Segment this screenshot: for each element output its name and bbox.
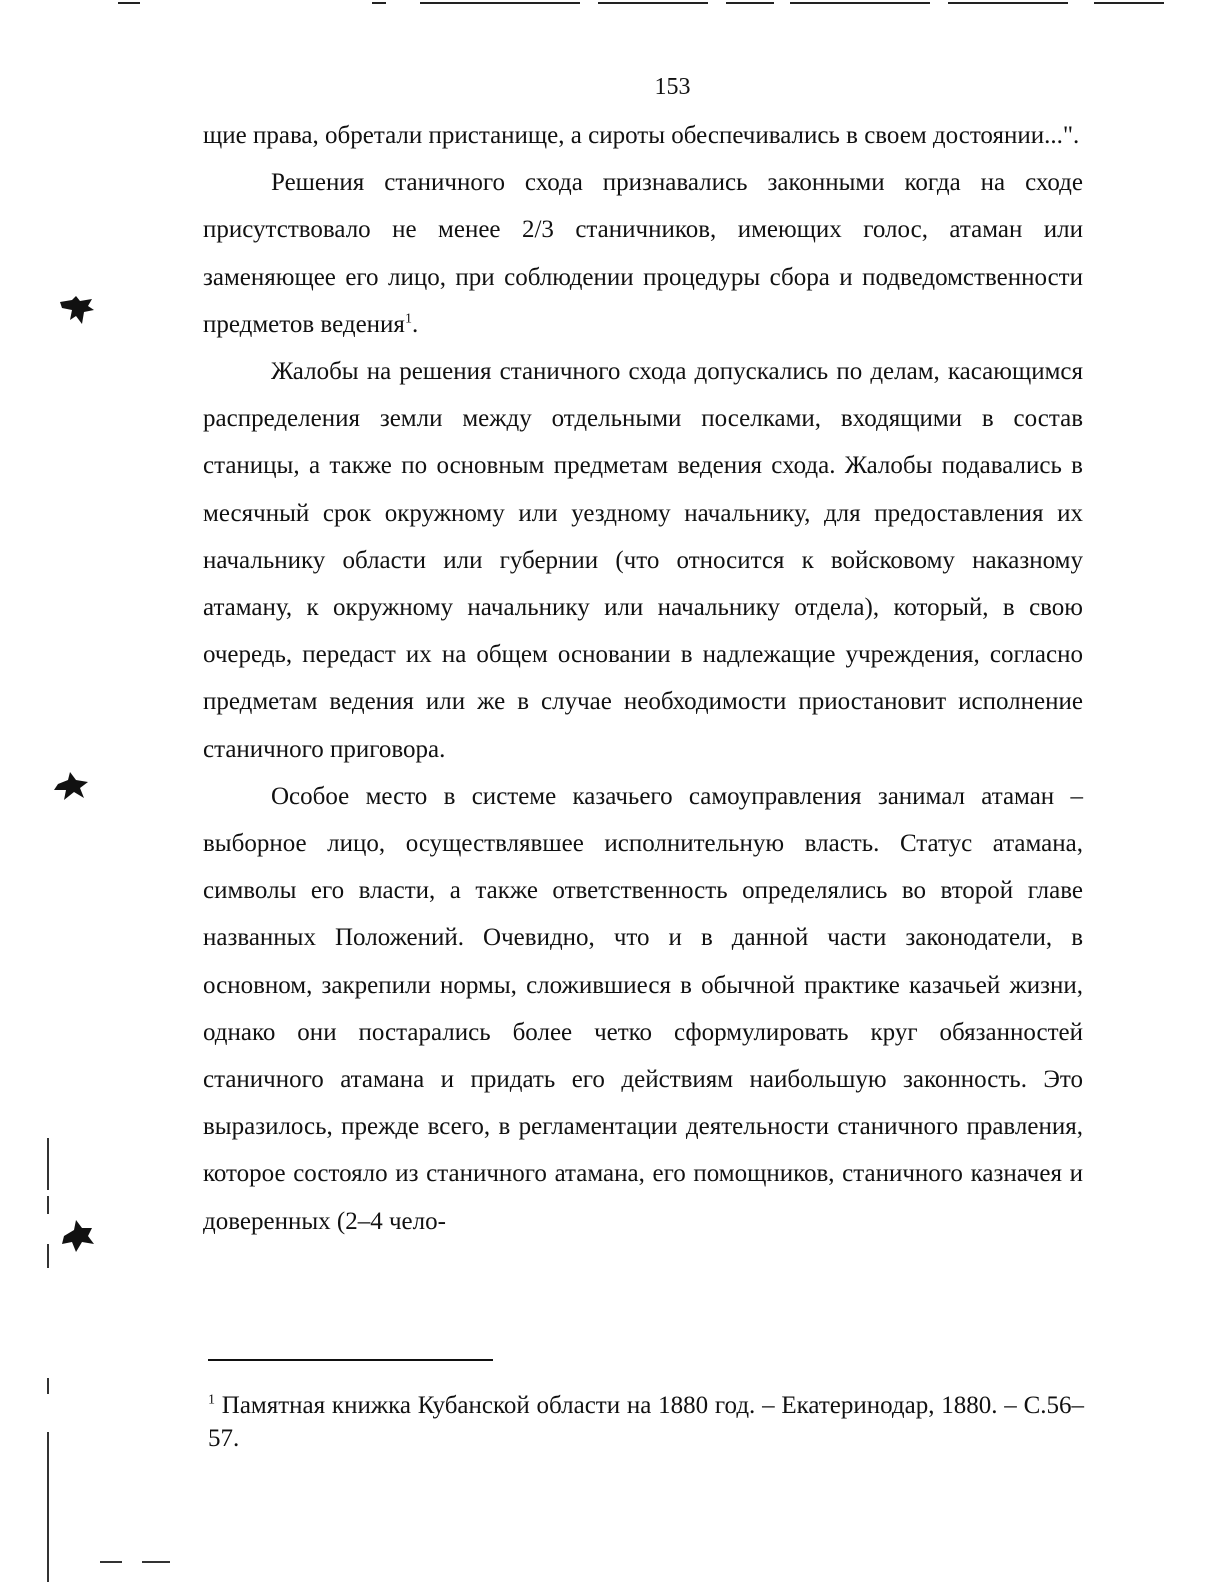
scan-top-rule xyxy=(372,2,386,4)
scan-margin-line xyxy=(47,1196,49,1214)
scan-margin-line xyxy=(47,1432,49,1582)
scan-top-rule xyxy=(790,2,930,4)
scan-top-rule xyxy=(420,2,580,4)
paragraph: Жалобы на решения станичного схода допускались по делам, касающимся распределения земли между отдельными поселками, входящими в состав станицы, а также по основным предметам ведения схода. Жалобы подавались в месячный срок окружному или уездному начальнику, для предоставления их начальнику области или губернии (что относится к войсковому наказному атаману, к окружному начальнику или начальнику отдела), который, в свою очередь, передаст их на общем основании в надлежащие учреждения, согласно предметам ведения или же в случае необходимости приостановит исполнение станичного приговора. xyxy=(203,358,1083,763)
body-text xyxy=(203,112,1083,1245)
paragraph: Решения станичного схода признавались законными когда на сходе присутствовало не менее 2/3 станичников, имеющих голос, атаман или заменяющее его лицо, при соблюдении процедуры сбора и подведомственности предметов ведения$^1$. xyxy=(203,169,1083,338)
footnote-mark: 1 xyxy=(208,1392,215,1408)
page-number: 153 xyxy=(654,74,691,100)
punch-hole-mark xyxy=(58,296,96,332)
punch-hole-mark xyxy=(52,770,92,806)
scan-top-rule xyxy=(948,2,1068,4)
scan-top-rule xyxy=(1094,2,1164,4)
paragraph: Особое место в системе казачьего самоуправления занимал атаман – выборное лицо, осуществлявшее исполнительную власть. Статус атамана, символы его власти, а также ответственность определялись во второй главе названных Положений. Очевидно, что и в данной части законодатели, в основном, закрепили нормы, сложившиеся в обычной практике казачьей жизни, однако они постарались более четко сформулировать круг обязанностей станичного атамана и придать его действиям наибольшую законность. Это выразилось, прежде всего, в регламентации деятельности станичного правления, которое состояло из станичного атамана, его помощников, станичного казначея и доверенных (2–4 чело- xyxy=(203,782,1083,1235)
scan-bottom-rule xyxy=(142,1561,170,1563)
footnote xyxy=(208,1389,1084,1455)
scan-bottom-rule xyxy=(100,1561,122,1563)
scan-top-rule xyxy=(726,2,774,4)
scan-top-rule xyxy=(118,2,140,4)
scan-margin-line xyxy=(47,1244,49,1268)
scan-top-rule xyxy=(598,2,708,4)
scan-margin-line xyxy=(47,1378,49,1394)
footnote-separator xyxy=(208,1359,493,1361)
footnote-text: Памятная книжка Кубанской области на 1880 год. – Екатеринодар, 1880. – С.56–57. xyxy=(208,1392,1084,1452)
punch-hole-mark xyxy=(60,1220,96,1254)
paragraph: щие права, обретали пристанище, а сироты обеспечивались в своем достоянии...". xyxy=(203,122,1080,149)
scan-margin-line xyxy=(47,1138,49,1190)
footnote-ref[interactable]: 1 xyxy=(404,311,412,327)
